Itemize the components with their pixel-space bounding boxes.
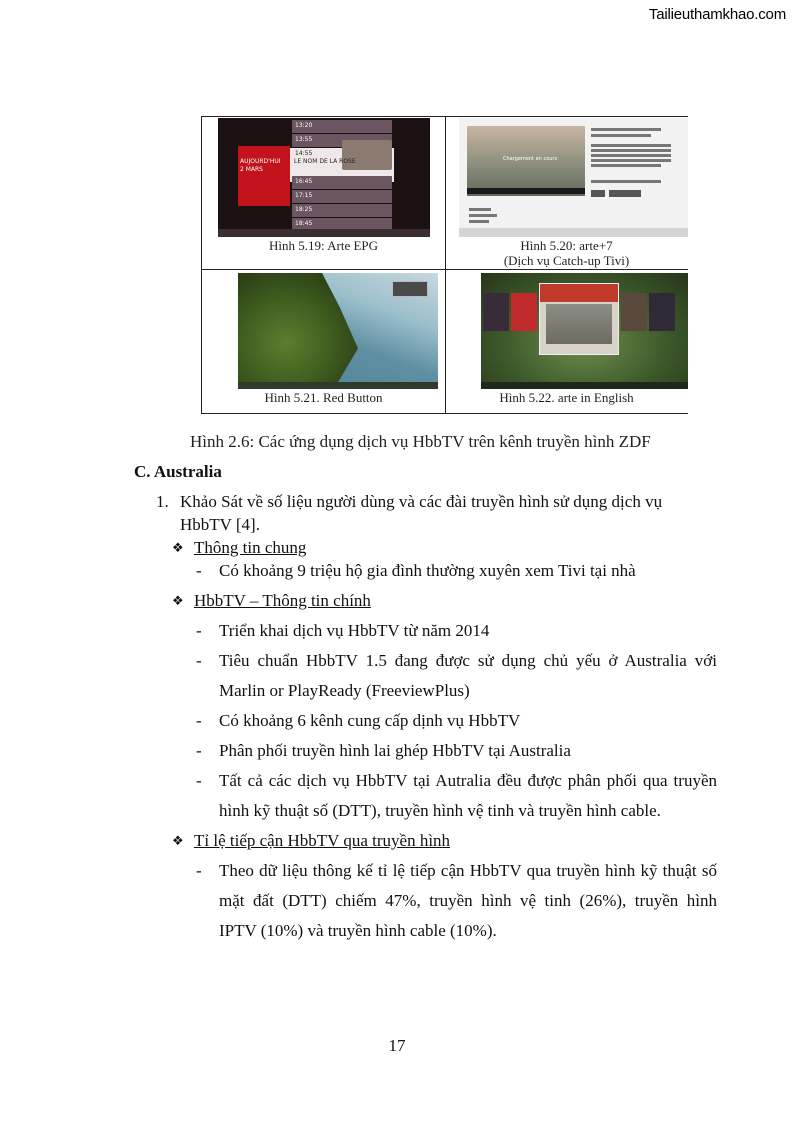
arte-epg-screenshot	[218, 118, 430, 237]
arte-catchup-screenshot	[459, 118, 688, 237]
diamond-bullet-icon: ❖	[172, 833, 184, 848]
text-line	[591, 134, 651, 137]
epg-time: 18:25	[295, 206, 313, 213]
epg-date-label: AUJOURD'HUI	[240, 158, 281, 165]
cliff-image	[238, 273, 358, 389]
catchup-button-bar	[459, 228, 688, 237]
figure-caption: Hình 5.21. Red Button	[264, 390, 383, 405]
featured-panel	[539, 283, 619, 355]
subsection-title: HbbTV – Thông tin chính	[194, 591, 371, 610]
figure-caption: (Dịch vụ Catch-up Tivi)	[503, 253, 630, 268]
list-number: 1.	[156, 492, 169, 511]
numbered-item-text: HbbTV [4].	[180, 515, 260, 534]
epg-thumbnail	[342, 140, 392, 170]
english-button-bar	[481, 382, 688, 389]
red-button-overlay	[392, 281, 428, 297]
subsection-title: Tỉ lệ tiếp cận HbbTV qua truyền hình	[194, 831, 451, 850]
catchup-button	[591, 190, 605, 197]
video-tile	[649, 293, 675, 331]
epg-time: 13:20	[295, 122, 313, 129]
epg-button-bar	[218, 229, 430, 237]
text-line	[591, 164, 661, 167]
dash-bullet: -	[196, 711, 202, 730]
text-line	[591, 154, 671, 157]
diamond-bullet-icon: ❖	[172, 593, 184, 608]
list-item-continued: Marlin or PlayReady (FreeviewPlus)	[219, 681, 470, 700]
arte-english-screenshot	[481, 273, 688, 389]
list-item: Triển khai dịch vụ HbbTV từ năm 2014	[219, 621, 490, 640]
dash-bullet: -	[196, 771, 202, 790]
text-line	[591, 159, 671, 162]
list-item: Phân phối truyền hình lai ghép HbbTV tại Australia	[219, 741, 571, 760]
video-controls	[467, 188, 585, 194]
list-item: Tất cả các dịch vụ HbbTV tại Autralia đều được phân phối qua truyền	[219, 771, 717, 790]
video-loading-text: Chargement en cours	[503, 156, 558, 162]
text-line	[591, 128, 661, 131]
epg-date-block	[238, 146, 290, 206]
catchup-button	[609, 190, 641, 197]
figure-main-caption: Hình 2.6: Các ứng dụng dịch vụ HbbTV trên kênh truyền hình ZDF	[190, 432, 651, 451]
featured-title-bar	[540, 284, 618, 302]
text-line	[591, 180, 661, 183]
list-item: Theo dữ liệu thông kế tỉ lệ tiếp cận HbbTV qua truyền hình kỹ thuật số	[219, 861, 717, 880]
dash-bullet: -	[196, 561, 202, 580]
text-line	[469, 208, 491, 211]
featured-image	[546, 304, 612, 344]
dash-bullet: -	[196, 651, 202, 670]
red-button-bar	[238, 382, 438, 389]
text-line	[469, 220, 489, 223]
video-tile	[511, 293, 537, 331]
numbered-item-text: Khảo Sát về số liệu người dùng và các đài truyền hình sử dụng dịch vụ	[180, 492, 663, 511]
red-button-screenshot	[238, 273, 438, 389]
epg-time: 13:55	[295, 136, 313, 143]
epg-time: 14:55	[295, 150, 313, 157]
dash-bullet: -	[196, 861, 202, 880]
dash-bullet: -	[196, 741, 202, 760]
text-line	[591, 149, 671, 152]
epg-time: 17:15	[295, 192, 313, 199]
list-item: Tiêu chuẩn HbbTV 1.5 đang được sử dụng chủ yếu ở Australia với	[219, 651, 717, 670]
dash-bullet: -	[196, 621, 202, 640]
table-divider-horizontal	[202, 269, 688, 270]
section-heading: C. Australia	[134, 462, 222, 481]
epg-highlight-title: LE NOM DE LA ROSE	[294, 158, 356, 165]
subsection-title: Thông tin chung	[194, 538, 307, 557]
figure-caption: Hình 5.20: arte+7	[520, 238, 613, 253]
list-item-continued: hình kỹ thuật số (DTT), truyền hình vệ tinh và truyền hình cable.	[219, 801, 661, 820]
list-item-continued: mặt đất (DTT) chiếm 47%, truyền hình vệ tinh (26%), truyền hình	[219, 891, 717, 910]
text-line	[591, 144, 671, 147]
list-item: Có khoảng 9 triệu hộ gia đình thường xuyên xem Tivi tại nhà	[219, 561, 636, 580]
figure-caption: Hình 5.19: Arte EPG	[268, 238, 379, 253]
epg-time: 18:45	[295, 220, 313, 227]
site-watermark: Tailieuthamkhao.com	[648, 6, 786, 23]
page-number: 17	[388, 1036, 406, 1055]
list-item: Có khoảng 6 kênh cung cấp dịnh vụ HbbTV	[219, 711, 521, 730]
list-item-continued: IPTV (10%) và truyền hình cable (10%).	[219, 921, 497, 940]
epg-time: 16:45	[295, 178, 313, 185]
text-line	[469, 214, 497, 217]
video-tile	[483, 293, 509, 331]
video-tile	[621, 293, 647, 331]
diamond-bullet-icon: ❖	[172, 540, 184, 555]
figure-table	[201, 116, 688, 414]
epg-date-sub: 2 MARS	[240, 166, 263, 173]
figure-caption: Hình 5.22. arte in English	[499, 390, 634, 405]
